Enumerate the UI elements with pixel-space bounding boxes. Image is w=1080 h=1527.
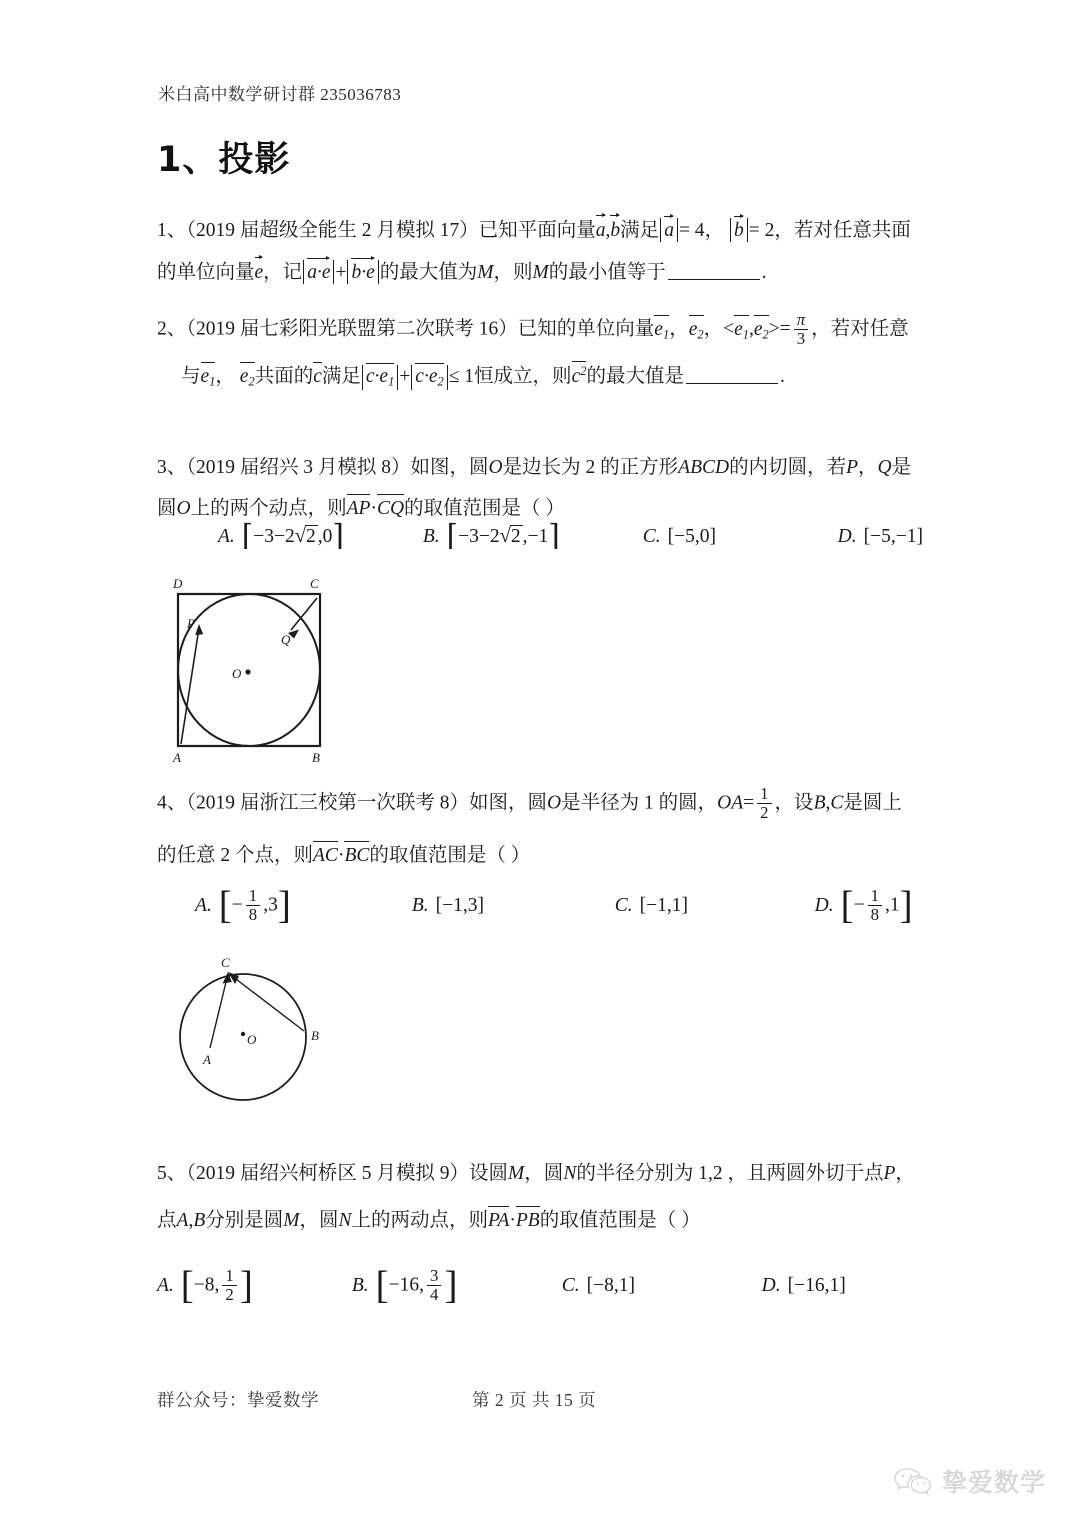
footer-left-text: 群公众号：挚爱数学 xyxy=(157,1390,319,1410)
problem-1-text-e: ，记 xyxy=(263,261,303,283)
option-4-A-lead: − xyxy=(231,894,243,916)
problem-4-text-d: 是圆上 xyxy=(843,792,902,814)
problem-5 xyxy=(157,1162,947,1250)
bracket-close-3b: ⌉ xyxy=(548,519,560,552)
problem-5-text-i: 的取值范围是（ ） xyxy=(539,1209,701,1231)
option-4-D[interactable] xyxy=(814,883,913,927)
problem-1-line-1 xyxy=(157,218,947,244)
footer-page-indicator: 第 2 页 共 15 页 xyxy=(472,1390,597,1410)
angle-e2-sub: 2 xyxy=(762,327,769,342)
problem-4-line-1 xyxy=(157,786,947,822)
sep-4: ， xyxy=(215,366,240,388)
option-3-A-label: A. xyxy=(218,526,235,547)
sep-5: ， xyxy=(858,457,878,478)
vector-e2-b xyxy=(240,365,255,390)
bracket-open-4a: [ xyxy=(218,883,232,927)
bracket-close-5a: ] xyxy=(239,1263,253,1307)
label-P: P xyxy=(187,616,195,631)
abs-ce2-inner xyxy=(415,366,443,389)
problem-3-source: （2019 届绍兴 3 月模拟 8） xyxy=(186,457,411,478)
circle-O-label-3: O xyxy=(547,792,562,814)
answer-blank-2 xyxy=(686,383,778,384)
eq-oa: = xyxy=(743,792,755,814)
option-3-A-rad: 2 xyxy=(305,526,316,547)
label-B: B xyxy=(312,750,320,765)
circle-N-label-2: N xyxy=(338,1209,352,1231)
wechat-eye-right xyxy=(910,1475,913,1478)
option-5-C-label: C. xyxy=(561,1275,580,1297)
section-title: 1、投影 xyxy=(157,140,291,180)
circle-O-label: O xyxy=(488,457,503,478)
sqrt-icon-3b: √ xyxy=(499,525,511,547)
option-4-B[interactable] xyxy=(412,895,610,917)
bracket-close-3a: ⌉ xyxy=(332,519,344,552)
option-5-D-text: [−16,1] xyxy=(787,1275,846,1297)
abs-c-dot-e2 xyxy=(411,365,447,390)
wechat-icon xyxy=(893,1466,935,1496)
wechat-eye-left xyxy=(902,1475,905,1478)
bracket-open-3a: ⌈ xyxy=(241,519,254,552)
problem-3-line-2 xyxy=(157,497,947,522)
option-4-B-label: B. xyxy=(411,895,429,917)
option-4-D-den: 8 xyxy=(868,905,882,924)
abs-be-inner: b·e xyxy=(351,261,375,283)
problem-5-source: （2019 届绍兴柯桥区 5 月模拟 9） xyxy=(186,1163,470,1184)
problem-2-text-e: 满足 xyxy=(321,366,361,388)
abs-b xyxy=(730,218,748,242)
circle-O-label-2: O xyxy=(176,497,191,519)
dot-1: · xyxy=(370,497,377,519)
sqrt-icon-3a: √ xyxy=(294,525,306,547)
problem-2 xyxy=(157,312,947,407)
label-D: D xyxy=(173,576,183,591)
vector-e1-b xyxy=(201,365,216,390)
vector-BC-line xyxy=(232,976,304,1031)
problem-1-text-h: 的最小值等于 xyxy=(548,261,666,283)
option-3-B-rad: 2 xyxy=(510,526,521,547)
problem-4-source: （2019 届浙江三校第一次联考 8） xyxy=(186,792,470,814)
option-4-C-label: C. xyxy=(614,895,633,917)
problem-4-text-c: ，设 xyxy=(774,792,814,814)
sep-6: , xyxy=(825,792,831,814)
abs-ce2-sub: 2 xyxy=(437,374,444,389)
option-4-A-num: 1 xyxy=(248,886,258,905)
option-4-D-label: D. xyxy=(814,894,834,916)
problem-3-text-a: 如图，圆 xyxy=(410,457,489,478)
option-5-A-num: 1 xyxy=(225,1266,234,1285)
abs-b-dot-e xyxy=(347,260,378,284)
ineq-1: ≤ 1 xyxy=(448,366,475,388)
bracket-open-5b: [ xyxy=(375,1263,389,1307)
frac-oa-den: 2 xyxy=(757,803,771,822)
problem-5-text-g: ，圆 xyxy=(299,1209,339,1231)
square-ABCD-label: ABCD xyxy=(678,457,730,478)
period-1: . xyxy=(761,261,767,283)
vector-AC-line xyxy=(210,978,227,1048)
option-3-D-label: D. xyxy=(837,526,857,548)
option-5-A[interactable] xyxy=(157,1263,347,1307)
vector-e: e xyxy=(255,260,264,286)
label-C-fig2: C xyxy=(221,955,230,970)
frac-pi-3 xyxy=(794,311,808,347)
point-C-label: C xyxy=(830,792,844,814)
bracket-open-5a: [ xyxy=(180,1263,194,1307)
option-4-B-text: [−1,3] xyxy=(435,895,485,917)
label-O-fig2: O xyxy=(247,1032,257,1047)
label-C: C xyxy=(310,576,319,591)
problem-3-options xyxy=(218,519,1018,552)
circle-O-shape xyxy=(180,974,306,1100)
vector-b: b xyxy=(610,218,620,244)
point-P-label: P xyxy=(846,457,859,478)
document-header: 米白高中数学研讨群 235036783 xyxy=(158,85,402,104)
bracket-open-3b: ⌈ xyxy=(446,519,459,552)
abs-a-inner: a xyxy=(664,220,674,241)
sep-1: ， xyxy=(704,220,729,241)
problem-3-text-b: 是边长为 2 的正方形 xyxy=(502,457,679,478)
option-5-C-text: [−8,1] xyxy=(586,1275,636,1297)
problem-2-text-g: 的最大值是 xyxy=(586,366,684,388)
c-sup: 2 xyxy=(580,364,587,379)
comma-1: , xyxy=(605,220,611,241)
e2-sub: 2 xyxy=(697,327,704,342)
circle-M-label-2: M xyxy=(283,1209,300,1231)
problem-1-text-f: 的最大值为 xyxy=(379,261,478,283)
watermark-logo xyxy=(893,1463,1046,1499)
e2b-sub: 2 xyxy=(248,374,255,389)
option-5-B-lead: −16, xyxy=(388,1274,425,1296)
circle-M-label: M xyxy=(508,1163,525,1184)
option-3-A[interactable] xyxy=(218,519,418,552)
problem-2-text-a: 已知的单位向量 xyxy=(517,318,655,340)
problem-2-text-f: 恒成立，则 xyxy=(474,366,572,388)
watermark-text: 挚爱数学 xyxy=(942,1468,1047,1497)
label-A: A xyxy=(173,750,181,765)
problem-5-text-c: 的半径分别为 1,2 ，且两圆外切于点 xyxy=(576,1163,884,1184)
problem-3-text-d: 是 xyxy=(891,457,912,478)
period-2: . xyxy=(779,366,785,388)
angle-e1-base: e xyxy=(734,318,743,340)
label-O: O xyxy=(232,666,242,681)
point-P-label-2: P xyxy=(883,1163,896,1184)
label-Q: Q xyxy=(281,632,291,647)
circle-N-label: N xyxy=(563,1163,577,1184)
option-5-B-frac xyxy=(427,1267,441,1303)
problem-1 xyxy=(157,218,947,302)
problem-5-text-d: ， xyxy=(895,1163,915,1184)
wechat-eye-small-left xyxy=(917,1482,919,1484)
problem-3-text-f: 上的两个动点，则 xyxy=(190,497,347,519)
option-3-B-tail: ,−1 xyxy=(522,526,549,547)
option-4-A[interactable] xyxy=(195,883,407,927)
abs-a xyxy=(660,218,678,242)
problem-1-text-g: ，则 xyxy=(493,261,533,283)
option-4-C[interactable] xyxy=(615,895,810,917)
angle-e1 xyxy=(734,318,749,343)
option-4-C-text: [−1,1] xyxy=(639,895,689,917)
vector-PA: PA xyxy=(488,1209,509,1234)
wechat-bubble-small xyxy=(911,1478,930,1494)
option-3-A-tail: ,0 xyxy=(317,526,333,547)
problem-2-text-b: ，若对任意 xyxy=(811,318,909,340)
var-M: M xyxy=(477,261,494,283)
problem-4-line-2 xyxy=(157,844,947,869)
problem-3-text-c: 的内切圆，若 xyxy=(729,457,847,478)
abs-ce1-sub: 1 xyxy=(388,374,395,389)
problem-3-text-e: 圆 xyxy=(157,497,177,519)
abs-b-inner: b xyxy=(733,220,744,241)
option-4-A-tail: ,3 xyxy=(263,894,278,916)
problem-1-number: 1、 xyxy=(157,220,187,241)
option-5-A-label: A. xyxy=(157,1274,174,1296)
e2-base: e xyxy=(688,318,698,340)
e1-base: e xyxy=(654,318,663,340)
vector-e1 xyxy=(654,318,669,343)
frac-pi-num: π xyxy=(796,310,806,329)
problem-5-number: 5、 xyxy=(157,1163,187,1184)
option-3-B[interactable] xyxy=(422,519,638,552)
problem-2-source: （2019 届七彩阳光联盟第二次联考 16） xyxy=(186,318,518,340)
vector-AP-arrow-line xyxy=(181,628,199,744)
problem-4-text-b: 是半径为 1 的圆， xyxy=(561,792,718,814)
option-4-D-tail: ,1 xyxy=(884,894,900,916)
option-5-D[interactable] xyxy=(762,1275,846,1297)
option-5-C[interactable] xyxy=(562,1275,757,1297)
option-3-C-text: [−5,0] xyxy=(667,526,717,548)
problem-1-source: （2019 届超级全能生 2 月模拟 17） xyxy=(186,220,479,241)
option-5-A-lead: −8, xyxy=(193,1274,220,1296)
vector-PB: PB xyxy=(516,1209,540,1234)
frac-1-2 xyxy=(757,785,771,821)
option-4-A-den: 8 xyxy=(246,905,260,924)
point-B-label-2: B xyxy=(193,1209,206,1231)
problem-5-text-f: 分别是圆 xyxy=(205,1209,284,1231)
option-5-B[interactable] xyxy=(351,1263,557,1307)
problem-1-text-a: 已知平面向量 xyxy=(478,220,596,241)
vector-c-squared xyxy=(572,364,587,390)
abs-a-dot-e xyxy=(303,260,334,284)
option-4-A-frac xyxy=(246,887,260,923)
dot-3: · xyxy=(509,1209,516,1231)
problem-2-number: 2、 xyxy=(157,318,187,340)
point-A-label: A xyxy=(176,1209,189,1231)
problem-2-text-d: 共面的 xyxy=(254,366,314,388)
center-dot-O xyxy=(241,1032,245,1036)
option-5-B-num: 3 xyxy=(430,1266,439,1285)
option-3-D[interactable] xyxy=(838,526,923,548)
plus-2: + xyxy=(399,366,411,388)
center-point-O xyxy=(245,669,250,674)
angle-e2 xyxy=(754,318,769,343)
c-base: c xyxy=(571,366,581,388)
vector-a: a xyxy=(596,218,606,244)
option-3-B-label: B. xyxy=(422,526,440,547)
problem-3-number: 3、 xyxy=(157,457,187,478)
angle-comma: , xyxy=(749,318,754,340)
option-3-A-lead: −3−2 xyxy=(253,526,295,547)
problem-4 xyxy=(157,786,947,885)
segment-OA-label: OA xyxy=(717,792,744,814)
option-3-C[interactable] xyxy=(643,526,833,548)
option-4-D-frac xyxy=(868,887,882,923)
problem-1-text-d: 的单位向量 xyxy=(157,261,255,283)
problem-1-line-2 xyxy=(157,260,947,286)
option-4-D-num: 1 xyxy=(870,886,879,905)
bracket-close-5b: ] xyxy=(444,1263,458,1307)
problem-5-text-b: ，圆 xyxy=(524,1163,564,1184)
abs-ce1-inner xyxy=(366,366,394,389)
e1b-sub: 1 xyxy=(209,374,216,389)
abs-c-dot-e1 xyxy=(362,365,398,390)
sep-2: ， xyxy=(669,318,689,340)
label-B-fig2: B xyxy=(311,1028,319,1043)
option-5-A-frac xyxy=(222,1267,236,1303)
point-B-label: B xyxy=(813,792,826,814)
option-4-D-lead: − xyxy=(853,894,865,916)
angle-e2-base: e xyxy=(753,318,763,340)
vector-BC: BC xyxy=(344,844,369,869)
figure-2-svg xyxy=(165,945,355,1110)
problem-4-text-f: 的取值范围是（ ） xyxy=(369,845,531,867)
option-5-B-label: B. xyxy=(351,1274,369,1296)
problem-4-text-a: 如图，圆 xyxy=(469,792,548,814)
problem-5-line-1 xyxy=(157,1162,947,1187)
bracket-close-4d: ] xyxy=(899,883,913,927)
frac-oa-num: 1 xyxy=(760,784,769,803)
problem-3-text-g: 的取值范围是（ ） xyxy=(404,497,565,519)
problem-5-options xyxy=(157,1263,957,1307)
angle-close: >= xyxy=(768,318,791,340)
option-3-D-text: [−5,−1] xyxy=(863,526,923,548)
dot-2: · xyxy=(337,845,345,867)
answer-blank-1 xyxy=(668,279,760,280)
angle-e1-sub: 1 xyxy=(742,327,749,342)
frac-pi-den: 3 xyxy=(794,329,808,348)
problem-4-number: 4、 xyxy=(157,792,187,814)
problem-4-text-e: 的任意 2 个点，则 xyxy=(157,845,314,867)
vector-AC: AC xyxy=(313,844,338,869)
figure-1-svg xyxy=(160,570,360,765)
vector-AP: AP xyxy=(347,497,371,522)
vector-AP-arrowhead xyxy=(195,624,203,635)
abs-ce2-base: c·e xyxy=(415,366,438,388)
problem-1-text-c: ，若对任意共面 xyxy=(774,220,911,241)
problem-3-line-1 xyxy=(157,456,947,481)
vector-CQ-arrow-line xyxy=(291,598,317,630)
problem-5-text-e: 点 xyxy=(157,1209,177,1231)
vector-e2 xyxy=(689,318,704,343)
problem-5-line-2 xyxy=(157,1209,947,1234)
problem-5-text-h: 上的两动点，则 xyxy=(351,1209,489,1231)
figure-square-inscribed-circle xyxy=(160,570,360,770)
point-Q-label: Q xyxy=(877,457,892,478)
plus-1: + xyxy=(335,261,347,283)
wechat-eye-small-right xyxy=(923,1482,925,1484)
angle-open: < xyxy=(723,318,735,340)
abs-ce1-base: c·e xyxy=(365,366,389,388)
sep-7: , xyxy=(188,1209,194,1231)
figure-circle-points xyxy=(165,945,355,1115)
problem-2-line-2 xyxy=(157,364,947,390)
problem-4-options xyxy=(195,883,995,927)
problem-5-text-a: 设圆 xyxy=(469,1163,509,1184)
e1-sub: 1 xyxy=(662,327,670,342)
abs-ae-inner: a·e xyxy=(307,261,331,283)
vector-c: c xyxy=(313,365,322,390)
option-5-B-den: 4 xyxy=(427,1285,441,1304)
e2b-base: e xyxy=(239,366,249,388)
option-5-D-label: D. xyxy=(761,1275,781,1297)
problem-2-text-c: 与 xyxy=(181,366,201,388)
label-A-fig2: A xyxy=(203,1052,211,1067)
eq-b: = 2 xyxy=(748,220,775,241)
sep-3: ， xyxy=(703,318,724,340)
option-3-B-lead: −3−2 xyxy=(458,526,500,547)
problem-2-line-1 xyxy=(157,312,947,348)
e1b-base: e xyxy=(200,366,210,388)
bracket-close-4a: ] xyxy=(277,883,291,927)
problem-1-text-b: 满足 xyxy=(620,220,660,241)
bracket-open-4d: [ xyxy=(840,883,854,927)
vector-CQ: CQ xyxy=(377,497,404,522)
option-5-A-den: 2 xyxy=(222,1285,236,1304)
option-4-A-label: A. xyxy=(195,894,212,916)
eq-a: = 4 xyxy=(678,220,705,241)
option-3-C-label: C. xyxy=(642,526,661,548)
var-M-2: M xyxy=(532,261,549,283)
